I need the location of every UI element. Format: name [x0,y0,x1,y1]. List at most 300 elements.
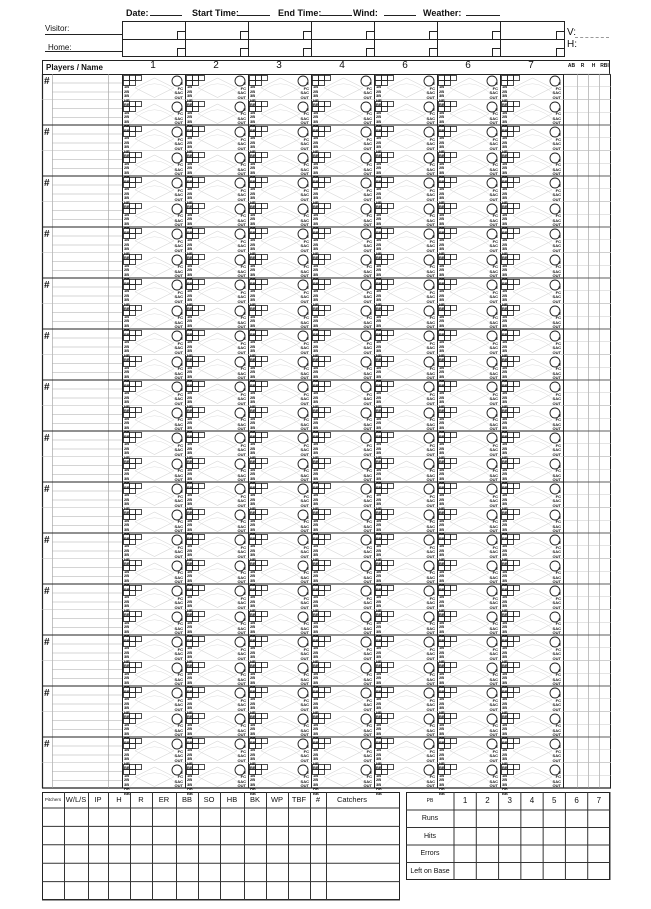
at-bat-cell[interactable] [375,636,437,669]
at-bat-cell[interactable] [501,407,563,439]
at-bat-cell[interactable] [186,458,248,490]
at-bat-cell[interactable] [501,356,563,388]
at-bat-cell[interactable] [249,330,311,363]
hit-type-labels: 1B 2B 3B HR BB [439,390,445,414]
at-bat-cell[interactable] [438,687,500,720]
at-bat-cell[interactable] [375,738,437,771]
at-bat-cell[interactable] [375,509,437,541]
out-type-labels: E FC SAC OUT [489,540,498,559]
hit-type-labels: 1B 2B 3B HR BB [502,645,508,669]
out-type-labels: E FC SAC OUT [426,667,435,687]
at-bat-cell[interactable] [312,407,374,439]
hit-type-labels: 1B 2B 3B HR BB [124,211,130,235]
at-bat-cell[interactable] [312,305,374,337]
at-bat-cell[interactable] [312,611,374,643]
at-bat-cell[interactable] [312,75,374,108]
hit-type-labels: 1B 2B 3B HR BB [250,543,256,567]
hit-type-labels: 1B 2B 3B HR BB [250,262,256,286]
at-bat-cell[interactable] [438,407,500,439]
hit-type-labels: 1B 2B 3B HR BB [124,441,130,465]
at-bat-cell[interactable] [375,534,437,567]
hit-type-labels: 1B 2B 3B HR BB [124,772,130,796]
at-bat-cell[interactable] [438,534,500,567]
at-bat-cell[interactable] [123,407,185,439]
at-bat-cell[interactable] [375,305,437,337]
hit-type-labels: 1B 2B 3B HR BB [376,696,382,720]
at-bat-cell[interactable] [186,611,248,643]
out-type-labels: E FC SAC OUT [237,769,246,789]
at-bat-cell[interactable] [312,687,374,720]
at-bat-cell[interactable] [249,126,311,159]
at-bat-cell[interactable] [186,738,248,771]
at-bat-cell[interactable] [438,152,500,184]
out-type-labels: E FC SAC OUT [363,412,372,432]
hit-type-labels: 1B 2B 3B HR BB [250,466,256,490]
out-type-labels: E FC SAC OUT [300,718,309,738]
at-bat-cell[interactable] [501,458,563,490]
pitchers-header-9: BK [249,795,260,804]
at-bat-cell[interactable] [186,509,248,541]
at-bat-cell[interactable] [501,764,563,796]
hit-type-labels: 1B 2B 3B HR BB [439,721,445,745]
at-bat-cell[interactable] [501,330,563,363]
at-bat-cell[interactable] [249,534,311,567]
at-bat-cell[interactable] [186,662,248,694]
hit-type-labels: 1B 2B 3B HR BB [439,772,445,796]
hit-type-labels: 1B 2B 3B HR BB [376,390,382,414]
at-bat-cell[interactable] [501,687,563,720]
at-bat-cell[interactable] [501,381,563,414]
at-bat-cell[interactable] [123,279,185,312]
out-type-labels: E FC SAC OUT [237,234,246,253]
at-bat-cell[interactable] [123,611,185,643]
hit-type-labels: 1B 2B 3B HR BB [376,262,382,286]
hit-type-labels: 1B 2B 3B HR BB [124,670,130,694]
hit-type-labels: 1B 2B 3B HR BB [502,186,508,210]
at-bat-cell[interactable] [375,330,437,363]
out-type-labels: E FC SAC OUT [552,361,561,381]
at-bat-cell[interactable] [501,305,563,337]
at-bat-cell[interactable] [312,509,374,541]
at-bat-cell[interactable] [312,381,374,414]
at-bat-cell[interactable] [438,509,500,541]
box-inning-header-7: 7 [596,796,602,805]
at-bat-cell[interactable] [438,483,500,516]
at-bat-cell[interactable] [375,611,437,643]
at-bat-cell[interactable] [375,687,437,720]
box-inning-header-5: 5 [552,796,557,805]
at-bat-cell[interactable] [501,662,563,694]
at-bat-cell[interactable] [186,177,248,210]
at-bat-cell[interactable] [375,228,437,261]
at-bat-cell[interactable] [501,279,563,312]
out-type-labels: E FC SAC OUT [174,106,183,126]
at-bat-cell[interactable] [186,203,248,235]
out-type-labels: E FC SAC OUT [237,514,246,534]
at-bat-cell[interactable] [438,764,500,796]
at-bat-cell[interactable] [501,228,563,261]
at-bat-cell[interactable] [438,432,500,465]
at-bat-cell[interactable] [186,687,248,720]
at-bat-cell[interactable] [186,228,248,261]
hit-type-labels: 1B 2B 3B HR BB [313,747,319,771]
at-bat-cell[interactable] [249,75,311,108]
at-bat-cell[interactable] [249,152,311,184]
at-bat-cell[interactable] [312,560,374,592]
at-bat-cell[interactable] [312,483,374,516]
hit-type-labels: 1B 2B 3B HR BB [439,747,445,771]
at-bat-cell[interactable] [375,483,437,516]
hit-type-labels: 1B 2B 3B HR BB [502,568,508,592]
pitchers-header-8: HB [226,795,238,804]
pitchers-table [42,792,400,900]
out-type-labels: E FC SAC OUT [363,208,372,228]
hit-type-labels: 1B 2B 3B HR BB [187,390,193,414]
at-bat-cell[interactable] [438,75,500,108]
at-bat-cell[interactable] [438,585,500,618]
at-bat-cell[interactable] [438,101,500,133]
hit-type-labels: 1B 2B 3B HR BB [376,339,382,363]
at-bat-cell[interactable] [123,254,185,286]
at-bat-cell[interactable] [501,432,563,465]
at-bat-cell[interactable] [375,279,437,312]
hit-type-labels: 1B 2B 3B HR BB [439,237,445,261]
at-bat-cell[interactable] [501,585,563,618]
at-bat-cell[interactable] [249,356,311,388]
at-bat-cell[interactable] [249,585,311,618]
jersey-number-mark: # [44,688,50,699]
at-bat-cell[interactable] [312,585,374,618]
at-bat-cell[interactable] [123,509,185,541]
at-bat-cell[interactable] [438,356,500,388]
hit-type-labels: 1B 2B 3B HR BB [376,415,382,439]
hit-type-labels: 1B 2B 3B HR BB [502,670,508,694]
out-type-labels: E FC SAC OUT [174,591,183,610]
at-bat-cell[interactable] [375,177,437,210]
at-bat-cell[interactable] [375,203,437,235]
at-bat-cell[interactable] [375,407,437,439]
start-time-label: Start Time: [192,8,239,18]
at-bat-cell[interactable] [123,75,185,108]
at-bat-cell[interactable] [186,305,248,337]
at-bat-cell[interactable] [249,636,311,669]
at-bat-cell[interactable] [501,101,563,133]
at-bat-cell[interactable] [249,713,311,745]
hit-type-labels: 1B 2B 3B HR BB [187,543,193,567]
out-type-labels: E FC SAC OUT [363,361,372,381]
at-bat-cell[interactable] [501,177,563,210]
out-type-labels: E FC SAC OUT [363,336,372,355]
hit-type-labels: 1B 2B 3B HR BB [502,441,508,465]
at-bat-cell[interactable] [375,381,437,414]
at-bat-cell[interactable] [186,534,248,567]
at-bat-cell[interactable] [249,687,311,720]
at-bat-cell[interactable] [438,636,500,669]
out-type-labels: E FC SAC OUT [174,361,183,381]
at-bat-cell[interactable] [123,228,185,261]
at-bat-cell[interactable] [123,585,185,618]
at-bat-cell[interactable] [501,483,563,516]
hit-type-labels: 1B 2B 3B HR BB [124,135,130,159]
at-bat-cell[interactable] [249,432,311,465]
at-bat-cell[interactable] [375,101,437,133]
at-bat-cell[interactable] [501,611,563,643]
at-bat-cell[interactable] [312,203,374,235]
hit-type-labels: 1B 2B 3B HR BB [502,619,508,643]
at-bat-cell[interactable] [249,738,311,771]
hit-type-labels: 1B 2B 3B HR BB [376,160,382,184]
at-bat-cell[interactable] [249,662,311,694]
out-type-labels: E FC SAC OUT [237,336,246,355]
at-bat-cell[interactable] [312,636,374,669]
at-bat-cell[interactable] [123,432,185,465]
box-row-label-0: Runs [421,815,439,822]
hit-type-labels: 1B 2B 3B HR BB [439,415,445,439]
at-bat-cell[interactable] [123,356,185,388]
pitchers-header-3: H [116,795,122,804]
at-bat-cell[interactable] [249,254,311,286]
at-bat-cell[interactable] [186,636,248,669]
jersey-number-mark: # [44,637,50,648]
at-bat-cell[interactable] [375,458,437,490]
out-type-labels: E FC SAC OUT [426,591,435,610]
out-type-labels: E FC SAC OUT [300,489,309,508]
at-bat-cell[interactable] [438,738,500,771]
at-bat-cell[interactable] [438,254,500,286]
at-bat-cell[interactable] [501,534,563,567]
at-bat-cell[interactable] [312,126,374,159]
at-bat-cell[interactable] [249,177,311,210]
at-bat-cell[interactable] [249,458,311,490]
at-bat-cell[interactable] [375,126,437,159]
at-bat-cell[interactable] [186,483,248,516]
hit-type-labels: 1B 2B 3B HR BB [124,237,130,261]
at-bat-cell[interactable] [375,356,437,388]
out-type-labels: E FC SAC OUT [489,463,498,483]
at-bat-cell[interactable] [375,713,437,745]
inning-header-3: 3 [276,60,282,71]
hit-type-labels: 1B 2B 3B HR BB [313,466,319,490]
at-bat-cell[interactable] [375,764,437,796]
at-bat-cell[interactable] [123,534,185,567]
out-type-labels: E FC SAC OUT [552,387,561,406]
at-bat-cell[interactable] [249,305,311,337]
at-bat-cell[interactable] [123,636,185,669]
at-bat-cell[interactable] [186,407,248,439]
hit-type-labels: 1B 2B 3B HR BB [439,186,445,210]
at-bat-cell[interactable] [438,381,500,414]
at-bat-cell[interactable] [249,483,311,516]
out-type-labels: E FC SAC OUT [363,463,372,483]
hit-type-labels: 1B 2B 3B HR BB [439,211,445,235]
at-bat-cell[interactable] [501,126,563,159]
at-bat-cell[interactable] [249,560,311,592]
at-bat-cell[interactable] [249,407,311,439]
hit-type-labels: 1B 2B 3B HR BB [250,594,256,618]
at-bat-cell[interactable] [123,483,185,516]
out-type-labels: E FC SAC OUT [300,616,309,636]
at-bat-cell[interactable] [501,560,563,592]
at-bat-cell[interactable] [501,636,563,669]
out-type-labels: E FC SAC OUT [489,744,498,763]
at-bat-cell[interactable] [438,177,500,210]
at-bat-cell[interactable] [123,458,185,490]
out-type-labels: E FC SAC OUT [237,616,246,636]
at-bat-cell[interactable] [312,152,374,184]
hit-type-labels: 1B 2B 3B HR BB [187,721,193,745]
at-bat-cell[interactable] [249,228,311,261]
at-bat-cell[interactable] [438,305,500,337]
at-bat-cell[interactable] [438,228,500,261]
at-bat-cell[interactable] [312,432,374,465]
out-type-labels: E FC SAC OUT [363,591,372,610]
out-type-labels: E FC SAC OUT [426,642,435,661]
at-bat-cell[interactable] [312,764,374,796]
at-bat-cell[interactable] [123,662,185,694]
at-bat-cell[interactable] [501,738,563,771]
at-bat-cell[interactable] [249,509,311,541]
at-bat-cell[interactable] [438,662,500,694]
at-bat-cell[interactable] [249,764,311,796]
at-bat-cell[interactable] [123,560,185,592]
hit-type-labels: 1B 2B 3B HR BB [187,594,193,618]
at-bat-cell[interactable] [438,611,500,643]
at-bat-cell[interactable] [375,432,437,465]
out-type-labels: E FC SAC OUT [300,208,309,228]
at-bat-cell[interactable] [501,509,563,541]
at-bat-cell[interactable] [438,560,500,592]
out-type-labels: E FC SAC OUT [552,693,561,712]
at-bat-cell[interactable] [186,381,248,414]
out-type-labels: E FC SAC OUT [426,234,435,253]
hit-type-labels: 1B 2B 3B HR BB [502,339,508,363]
at-bat-cell[interactable] [186,279,248,312]
at-bat-cell[interactable] [123,305,185,337]
at-bat-cell[interactable] [312,662,374,694]
at-bat-cell[interactable] [123,687,185,720]
at-bat-cell[interactable] [186,254,248,286]
at-bat-cell[interactable] [186,764,248,796]
out-type-labels: E FC SAC OUT [300,693,309,712]
wind-label: Wind: [353,8,378,18]
out-type-labels: E FC SAC OUT [174,693,183,712]
at-bat-cell[interactable] [123,177,185,210]
out-type-labels: E FC SAC OUT [300,259,309,279]
pitchers-header-11: TBF [291,795,307,804]
at-bat-cell[interactable] [501,75,563,108]
hit-type-labels: 1B 2B 3B HR BB [250,313,256,337]
at-bat-cell[interactable] [438,458,500,490]
out-type-labels: E FC SAC OUT [363,642,372,661]
at-bat-cell[interactable] [438,126,500,159]
at-bat-cell[interactable] [438,330,500,363]
jersey-number-mark: # [44,331,50,342]
at-bat-cell[interactable] [438,713,500,745]
at-bat-cell[interactable] [186,75,248,108]
at-bat-cell[interactable] [438,203,500,235]
at-bat-cell[interactable] [312,356,374,388]
at-bat-cell[interactable] [123,152,185,184]
at-bat-cell[interactable] [186,101,248,133]
at-bat-cell[interactable] [186,126,248,159]
out-type-labels: E FC SAC OUT [237,310,246,330]
hit-type-labels: 1B 2B 3B HR BB [187,211,193,235]
at-bat-cell[interactable] [249,381,311,414]
at-bat-cell[interactable] [186,330,248,363]
hit-type-labels: 1B 2B 3B HR BB [124,619,130,643]
at-bat-cell[interactable] [186,713,248,745]
out-type-labels: E FC SAC OUT [174,642,183,661]
at-bat-cell[interactable] [438,279,500,312]
at-bat-cell[interactable] [312,254,374,286]
at-bat-cell[interactable] [249,279,311,312]
at-bat-cell[interactable] [375,254,437,286]
hit-type-labels: 1B 2B 3B HR BB [187,492,193,516]
at-bat-cell[interactable] [312,330,374,363]
at-bat-cell[interactable] [375,152,437,184]
pitchers-header-12: # [315,795,321,804]
at-bat-cell[interactable] [123,126,185,159]
at-bat-cell[interactable] [375,585,437,618]
hit-type-labels: 1B 2B 3B HR BB [187,696,193,720]
out-type-labels: E FC SAC OUT [237,387,246,406]
at-bat-cell[interactable] [312,228,374,261]
at-bat-cell[interactable] [312,534,374,567]
out-type-labels: E FC SAC OUT [426,463,435,483]
at-bat-cell[interactable] [501,203,563,235]
at-bat-cell[interactable] [249,203,311,235]
at-bat-cell[interactable] [312,101,374,133]
at-bat-cell[interactable] [501,152,563,184]
at-bat-cell[interactable] [312,177,374,210]
at-bat-cell[interactable] [186,585,248,618]
out-type-labels: E FC SAC OUT [174,412,183,432]
at-bat-cell[interactable] [123,381,185,414]
at-bat-cell[interactable] [186,432,248,465]
hit-type-labels: 1B 2B 3B HR BB [250,747,256,771]
at-bat-cell[interactable] [375,662,437,694]
at-bat-cell[interactable] [249,101,311,133]
hit-type-labels: 1B 2B 3B HR BB [376,84,382,108]
at-bat-cell[interactable] [312,713,374,745]
at-bat-cell[interactable] [186,356,248,388]
hit-type-labels: 1B 2B 3B HR BB [439,619,445,643]
at-bat-cell[interactable] [501,713,563,745]
at-bat-cell[interactable] [123,713,185,745]
at-bat-cell[interactable] [123,203,185,235]
at-bat-cell[interactable] [123,101,185,133]
at-bat-cell[interactable] [375,75,437,108]
at-bat-cell[interactable] [312,738,374,771]
hit-type-labels: 1B 2B 3B HR BB [376,109,382,133]
pitchers-header-10: WP [270,795,284,804]
hit-type-labels: 1B 2B 3B HR BB [502,135,508,159]
at-bat-cell[interactable] [123,738,185,771]
at-bat-cell[interactable] [186,152,248,184]
at-bat-cell[interactable] [312,279,374,312]
at-bat-cell[interactable] [249,611,311,643]
at-bat-cell[interactable] [186,560,248,592]
out-type-labels: E FC SAC OUT [489,234,498,253]
inning-header-1: 1 [150,60,156,71]
at-bat-cell[interactable] [123,764,185,796]
out-type-labels: E FC SAC OUT [489,259,498,279]
at-bat-cell[interactable] [123,330,185,363]
at-bat-cell[interactable] [501,254,563,286]
hit-type-labels: 1B 2B 3B HR BB [439,543,445,567]
at-bat-cell[interactable] [312,458,374,490]
at-bat-cell[interactable] [375,560,437,592]
